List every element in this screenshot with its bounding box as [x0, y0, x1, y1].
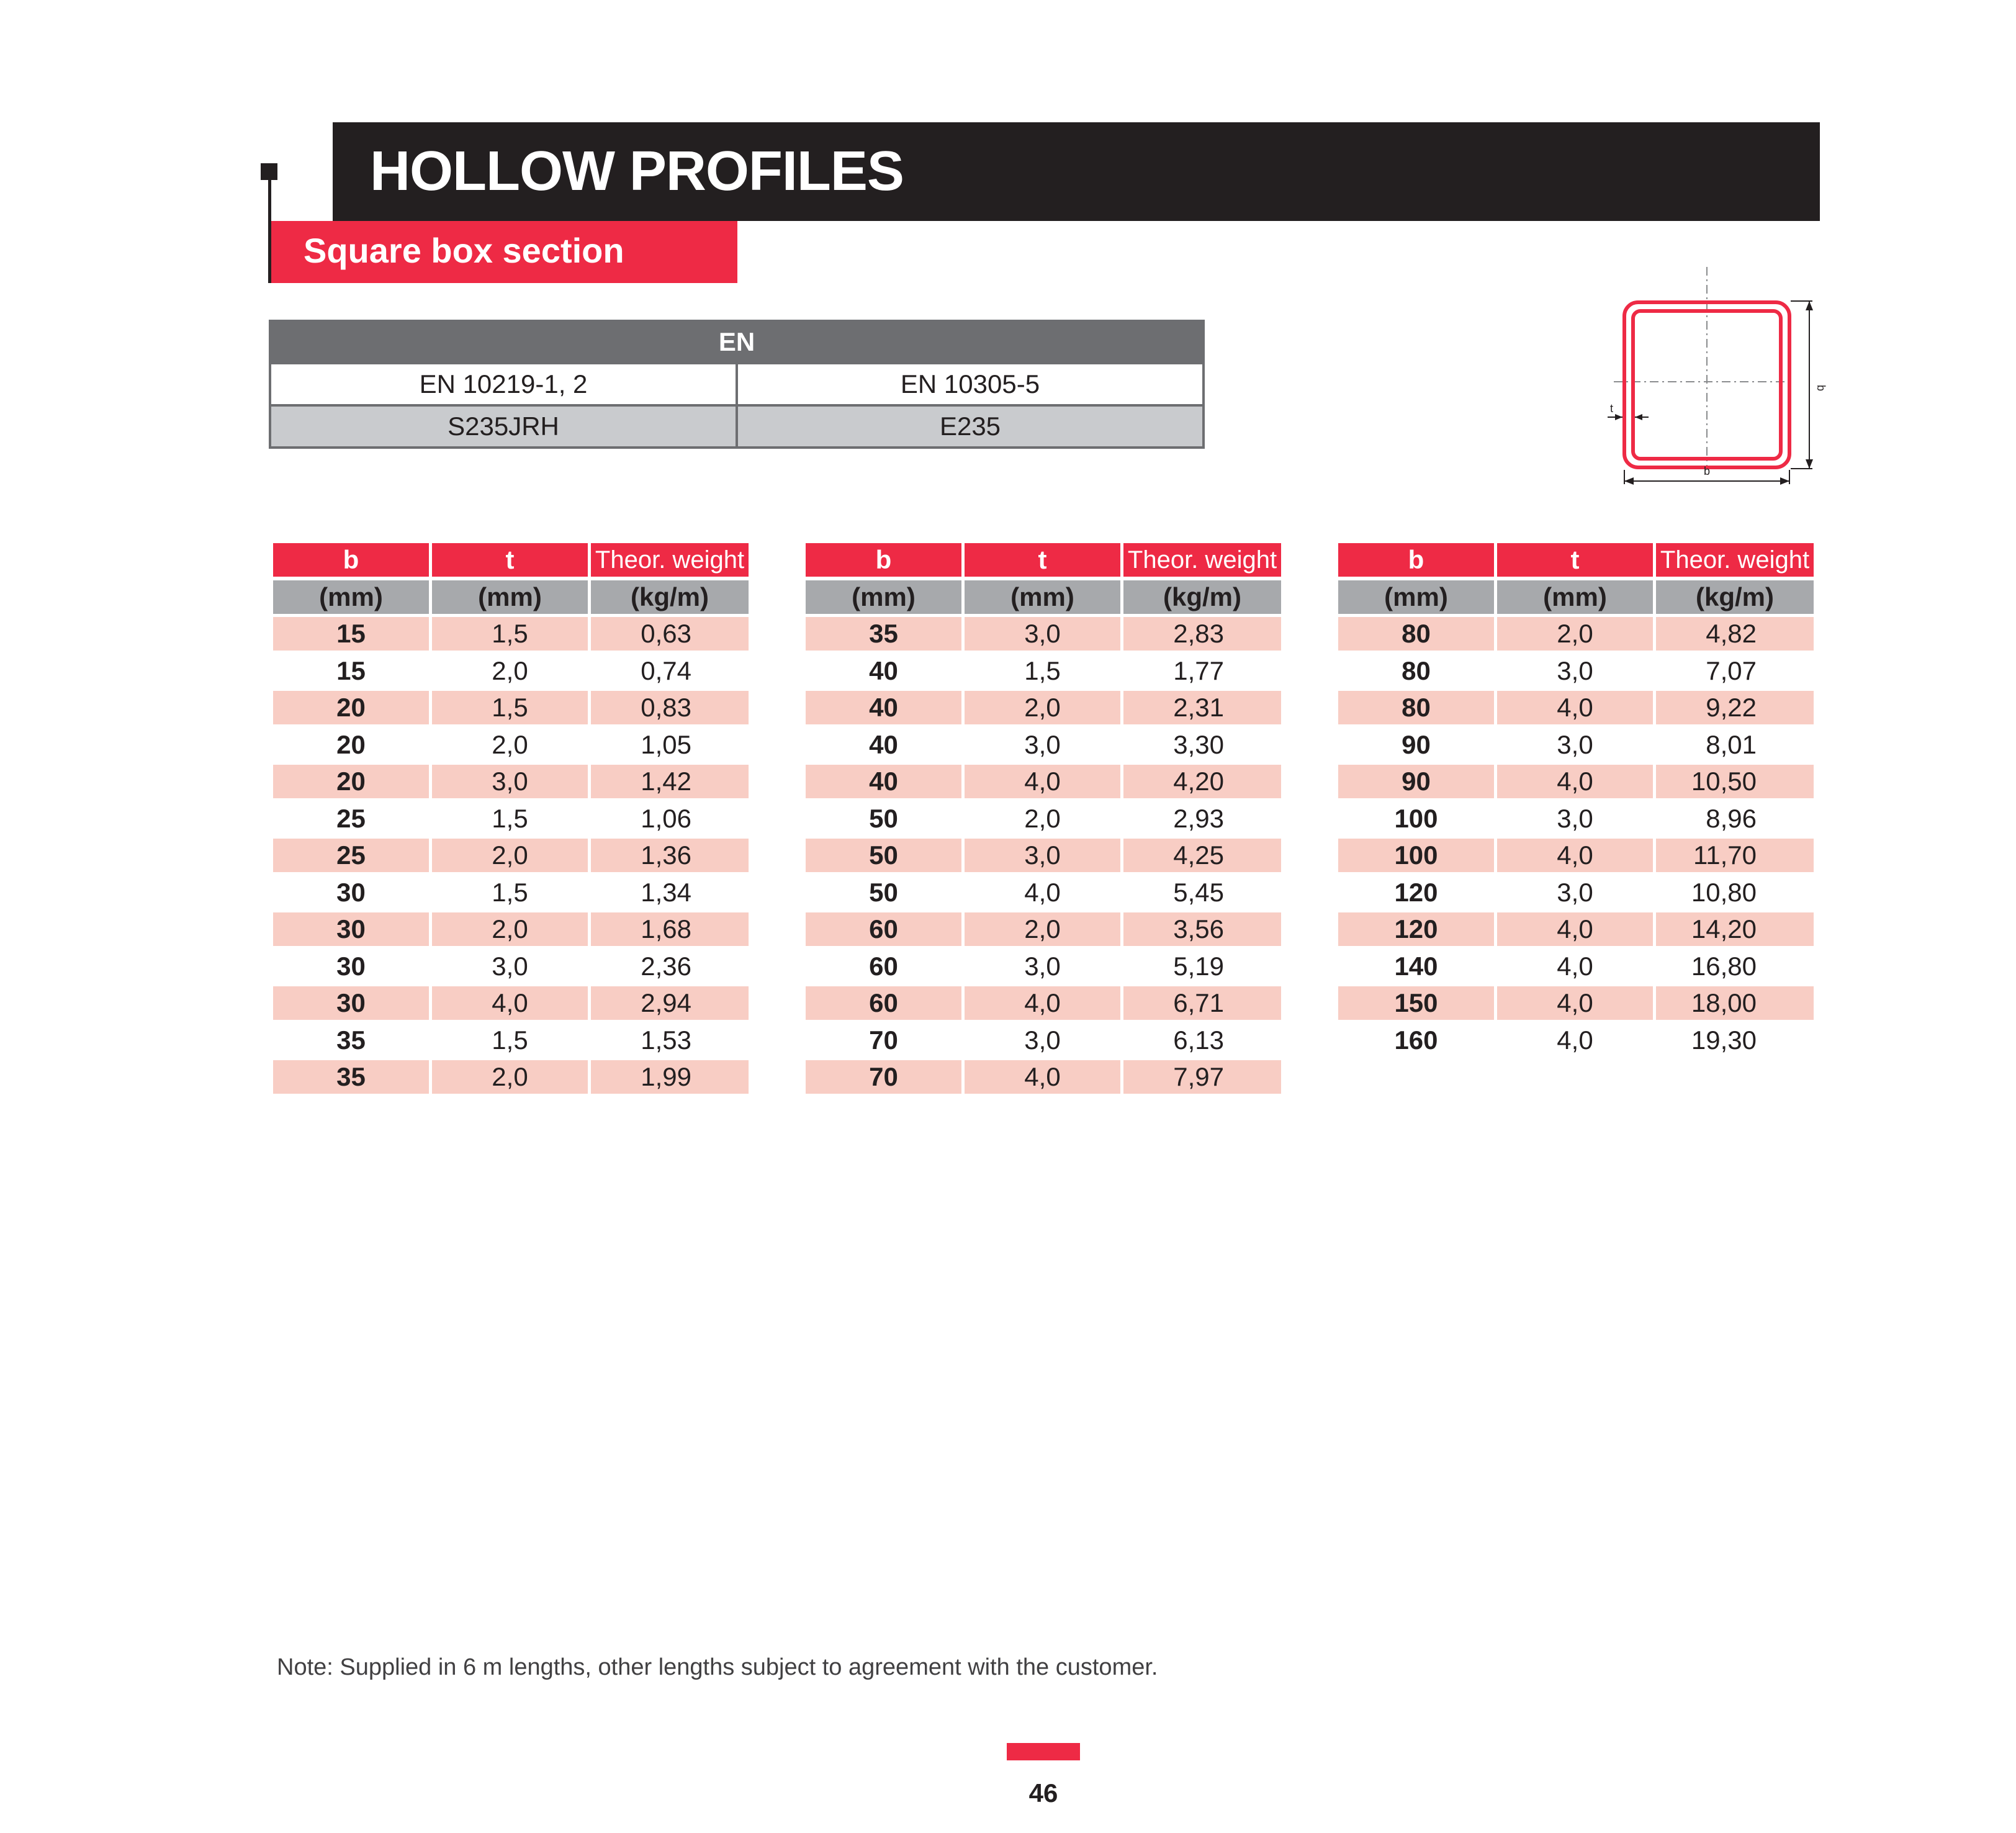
table-row — [1338, 765, 1814, 798]
cell-b: 35 — [806, 617, 961, 651]
cell-t: 4,0 — [1497, 839, 1653, 872]
cell-weight: 3,56 — [1123, 912, 1281, 946]
cell-t: 3,0 — [1557, 877, 1593, 907]
col-b-unit: (mm) — [806, 580, 961, 614]
col-weight-header: Theor. weight — [1123, 543, 1281, 577]
table-row — [273, 654, 749, 688]
cell-b: 120 — [1394, 877, 1438, 907]
cell-weight: 1,34 — [641, 877, 691, 907]
cell-b: 35 — [273, 1060, 429, 1094]
cell-t: 3,0 — [1557, 729, 1593, 759]
table-row — [806, 986, 1281, 1020]
table-unit-row — [806, 580, 1281, 614]
cell-b: 160 — [1394, 1025, 1438, 1055]
section-marker — [261, 163, 277, 180]
cell-b: 50 — [869, 803, 898, 833]
cell-weight: 4,25 — [1123, 839, 1281, 872]
cell-b: 90 — [1338, 765, 1494, 798]
cell-weight: 1,68 — [591, 912, 749, 946]
cell-weight: 1,77 — [1173, 655, 1224, 685]
table-row — [1338, 802, 1814, 835]
table-row — [806, 654, 1281, 688]
table-row — [1338, 839, 1814, 872]
cell-weight: 9,22 — [1656, 691, 1814, 724]
cell-t: 3,0 — [1024, 729, 1061, 759]
cell-b: 30 — [273, 986, 429, 1020]
footer-note: Note: Supplied in 6 m lengths, other lengths subject to agreement with the customer. — [277, 1654, 1158, 1680]
cell-t: 2,0 — [1024, 803, 1061, 833]
cell-b: 30 — [336, 877, 366, 907]
cell-weight: 16,80 — [1691, 951, 1757, 981]
cell-t: 4,0 — [965, 1060, 1120, 1094]
table-row — [1338, 654, 1814, 688]
table-header-row — [1338, 543, 1814, 577]
standards-table — [269, 320, 1205, 449]
cell-weight: 6,71 — [1123, 986, 1281, 1020]
cell-t: 4,0 — [1557, 1025, 1593, 1055]
cell-t: 2,0 — [492, 655, 528, 685]
table-row — [1338, 912, 1814, 946]
page-title: HOLLOW PROFILES — [370, 140, 904, 202]
col-b-unit: (mm) — [273, 580, 429, 614]
cell-t: 2,0 — [1497, 617, 1653, 651]
square-section-diagram — [1589, 267, 1825, 490]
cell-b: 20 — [273, 765, 429, 798]
col-weight-unit: (kg/m) — [1123, 580, 1281, 614]
table-row — [273, 1024, 749, 1057]
cell-weight: 18,00 — [1656, 986, 1814, 1020]
col-weight-unit: (kg/m) — [591, 580, 749, 614]
table-row — [273, 876, 749, 909]
cell-b: 90 — [1402, 729, 1431, 759]
cell-b: 150 — [1338, 986, 1494, 1020]
cell-t: 1,5 — [492, 1025, 528, 1055]
cell-t: 4,0 — [1497, 691, 1653, 724]
table-unit-row — [1338, 580, 1814, 614]
table-row — [273, 986, 749, 1020]
cell-b: 40 — [869, 729, 898, 759]
col-t-header: t — [1497, 543, 1653, 577]
cell-b: 30 — [273, 912, 429, 946]
cell-t: 2,0 — [965, 912, 1120, 946]
cell-b: 40 — [869, 655, 898, 685]
cell-weight: 10,50 — [1656, 765, 1814, 798]
dimension-table — [273, 543, 749, 1097]
cell-weight: 4,20 — [1123, 765, 1281, 798]
cell-t: 2,0 — [432, 912, 588, 946]
cell-b: 60 — [806, 986, 961, 1020]
cell-b: 50 — [869, 877, 898, 907]
table-row — [1338, 986, 1814, 1020]
cell-t: 4,0 — [432, 986, 588, 1020]
table-row — [806, 691, 1281, 724]
cell-t: 3,0 — [965, 617, 1120, 651]
cell-weight: 0,83 — [591, 691, 749, 724]
standards-heading: EN — [271, 322, 1202, 362]
col-b-unit: (mm) — [1338, 580, 1494, 614]
cell-weight: 19,30 — [1691, 1025, 1757, 1055]
cell-t: 2,0 — [965, 691, 1120, 724]
table-row — [273, 839, 749, 872]
table-row — [1338, 1024, 1814, 1057]
cell-t: 4,0 — [1024, 877, 1061, 907]
cell-weight: 8,01 — [1706, 729, 1757, 759]
dimension-table — [1338, 543, 1814, 1060]
cell-weight: 2,93 — [1173, 803, 1224, 833]
cell-weight: 2,31 — [1123, 691, 1281, 724]
cell-weight: 0,74 — [641, 655, 691, 685]
cell-weight: 4,82 — [1656, 617, 1814, 651]
table-row — [806, 912, 1281, 946]
standards-row — [271, 362, 1202, 404]
table-row — [1338, 617, 1814, 651]
cell-t: 3,0 — [1557, 655, 1593, 685]
cell-b: 80 — [1338, 617, 1494, 651]
table-row — [1338, 950, 1814, 983]
table-row — [273, 950, 749, 983]
table-row — [806, 765, 1281, 798]
cell-weight: 1,53 — [641, 1025, 691, 1055]
col-b-header: b — [273, 543, 429, 577]
table-row — [806, 1024, 1281, 1057]
cell-weight: 1,42 — [591, 765, 749, 798]
table-row — [1338, 728, 1814, 762]
dimension-table — [806, 543, 1281, 1097]
cell-weight: 1,99 — [591, 1060, 749, 1094]
cell-b: 15 — [273, 617, 429, 651]
col-weight-unit: (kg/m) — [1656, 580, 1814, 614]
cell-t: 2,0 — [492, 729, 528, 759]
cell-b: 80 — [1338, 691, 1494, 724]
page-marker-bar — [1007, 1743, 1080, 1760]
cell-t: 3,0 — [492, 951, 528, 981]
cell-weight: 5,45 — [1173, 877, 1224, 907]
cell-t: 1,5 — [492, 803, 528, 833]
cell-b: 60 — [869, 951, 898, 981]
cell-t: 4,0 — [965, 986, 1120, 1020]
cell-b: 25 — [336, 803, 366, 833]
cell-weight: 11,70 — [1656, 839, 1814, 872]
cell-b: 140 — [1394, 951, 1438, 981]
col-b-header: b — [806, 543, 961, 577]
cell-weight: 2,36 — [641, 951, 691, 981]
cell-weight: 8,96 — [1706, 803, 1757, 833]
col-b-header: b — [1338, 543, 1494, 577]
table-row — [1338, 876, 1814, 909]
cell-t: 2,0 — [432, 839, 588, 872]
table-row — [806, 802, 1281, 835]
table-header-row — [273, 543, 749, 577]
cell-t: 1,5 — [1024, 655, 1061, 685]
col-t-header: t — [432, 543, 588, 577]
table-row — [273, 802, 749, 835]
cell-t: 2,0 — [432, 1060, 588, 1094]
cell-weight: 3,30 — [1173, 729, 1224, 759]
cell-b: 20 — [273, 691, 429, 724]
grade-cell: E235 — [736, 407, 1202, 446]
cell-weight: 7,97 — [1123, 1060, 1281, 1094]
table-row — [273, 617, 749, 651]
cell-b: 100 — [1394, 803, 1438, 833]
cell-weight: 2,83 — [1123, 617, 1281, 651]
col-t-header: t — [965, 543, 1120, 577]
table-row — [806, 1060, 1281, 1094]
standard-cell: EN 10305-5 — [736, 364, 1202, 404]
col-weight-header: Theor. weight — [1656, 543, 1814, 577]
cell-b: 15 — [336, 655, 366, 685]
table-unit-row — [273, 580, 749, 614]
table-row — [806, 728, 1281, 762]
cell-weight: 1,06 — [641, 803, 691, 833]
table-row — [273, 912, 749, 946]
cell-weight: 10,80 — [1691, 877, 1757, 907]
page-number: 46 — [1028, 1778, 1058, 1808]
grade-cell: S235JRH — [448, 412, 559, 441]
cell-b: 35 — [336, 1025, 366, 1055]
cell-weight: 7,07 — [1706, 655, 1757, 685]
table-row — [1338, 691, 1814, 724]
col-weight-header: Theor. weight — [591, 543, 749, 577]
cell-t: 3,0 — [1024, 1025, 1061, 1055]
cell-weight: 1,05 — [641, 729, 691, 759]
table-row — [806, 950, 1281, 983]
table-row — [806, 839, 1281, 872]
cell-b: 70 — [806, 1060, 961, 1094]
cell-b: 40 — [806, 765, 961, 798]
cell-t: 3,0 — [432, 765, 588, 798]
cell-t: 3,0 — [1557, 803, 1593, 833]
cell-t: 3,0 — [965, 839, 1120, 872]
table-row — [273, 728, 749, 762]
diagram-width-label: b — [1704, 465, 1711, 477]
cell-b: 30 — [336, 951, 366, 981]
table-row — [806, 876, 1281, 909]
cell-weight: 6,13 — [1173, 1025, 1224, 1055]
cell-t: 1,5 — [432, 691, 588, 724]
cell-weight: 5,19 — [1173, 951, 1224, 981]
cell-b: 40 — [806, 691, 961, 724]
cell-b: 70 — [869, 1025, 898, 1055]
table-row — [806, 617, 1281, 651]
diagram-height-label: b — [1815, 385, 1827, 392]
col-t-unit: (mm) — [432, 580, 588, 614]
table-row — [273, 1060, 749, 1094]
cell-t: 4,0 — [1557, 951, 1593, 981]
cell-weight: 0,63 — [591, 617, 749, 651]
cell-b: 80 — [1402, 655, 1431, 685]
table-row — [273, 765, 749, 798]
table-header-row — [806, 543, 1281, 577]
cell-t: 1,5 — [492, 877, 528, 907]
cell-t: 1,5 — [432, 617, 588, 651]
standard-cell: EN 10219-1, 2 — [419, 369, 588, 399]
cell-b: 50 — [806, 839, 961, 872]
cell-b: 25 — [273, 839, 429, 872]
cell-weight: 14,20 — [1656, 912, 1814, 946]
diagram-thickness-label: t — [1610, 402, 1614, 415]
col-t-unit: (mm) — [1497, 580, 1653, 614]
cell-weight: 1,36 — [591, 839, 749, 872]
cell-t: 4,0 — [965, 765, 1120, 798]
cell-t: 4,0 — [1497, 986, 1653, 1020]
cell-b: 120 — [1338, 912, 1494, 946]
cell-t: 4,0 — [1497, 912, 1653, 946]
cell-t: 3,0 — [1024, 951, 1061, 981]
cell-b: 20 — [336, 729, 366, 759]
cell-weight: 2,94 — [591, 986, 749, 1020]
section-subtitle: Square box section — [304, 231, 624, 270]
standards-row — [271, 404, 1202, 446]
cell-t: 4,0 — [1497, 765, 1653, 798]
table-row — [273, 691, 749, 724]
col-t-unit: (mm) — [965, 580, 1120, 614]
cell-b: 100 — [1338, 839, 1494, 872]
cell-b: 60 — [806, 912, 961, 946]
